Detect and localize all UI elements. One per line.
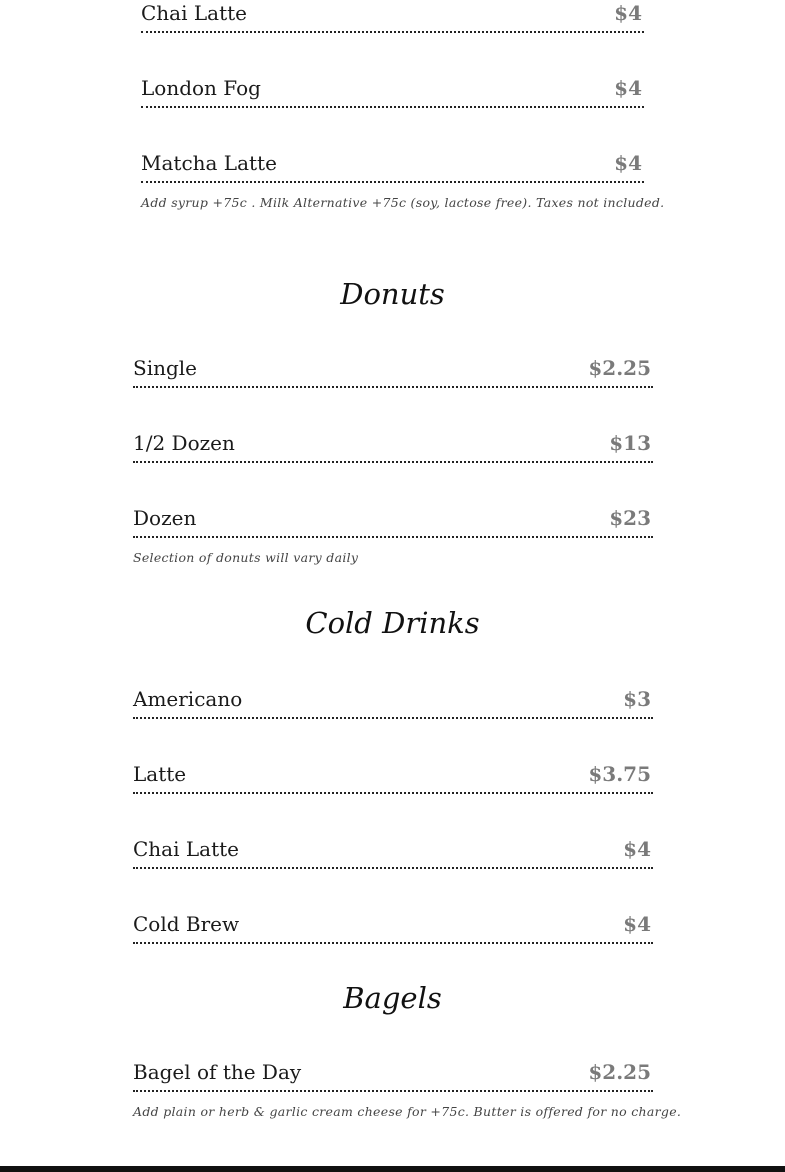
menu-item-name: Latte [133,762,187,786]
footer-divider [0,1166,785,1172]
menu-item-price: $23 [609,506,651,530]
menu-item-price: $2.25 [588,356,651,380]
menu-item-price: $4 [614,151,642,175]
menu-item-chai-latte [141,0,644,33]
menu-item-price: $3 [623,687,651,711]
menu-item-price: $13 [609,431,651,455]
bagels-note: Add plain or herb & garlic cream cheese for +75c. Butter is offered for no charge. [133,1104,682,1119]
menu-item-matcha-latte [141,147,644,183]
section-title-bagels: Bagels [343,981,442,1015]
donuts-note: Selection of donuts will vary daily [133,550,359,565]
menu-item-name: Cold Brew [133,912,240,936]
section-title-cold-drinks: Cold Drinks [305,606,480,640]
menu-item-name: 1/2 Dozen [133,431,235,455]
menu-item-name: Single [133,356,198,380]
menu-item-price: $4 [623,912,651,936]
menu-item-price: $2.25 [588,1060,651,1084]
menu-item-dozen [133,502,653,538]
menu-item-name: London Fog [141,76,261,100]
menu-item-name: Matcha Latte [141,151,277,175]
menu-item-cold-brew [133,908,653,944]
menu-item-price: $4 [614,76,642,100]
menu-item-americano [133,683,653,719]
menu-item-price: $4 [614,1,642,25]
menu-item-price: $3.75 [588,762,651,786]
menu-item-price: $4 [623,837,651,861]
hot-drinks-note: Add syrup +75c . Milk Alternative +75c (soy, lactose free). Taxes not included. [141,195,665,210]
menu-item-half-dozen [133,427,653,463]
menu-item-name: Americano [133,687,243,711]
menu-item-name: Chai Latte [141,1,247,25]
menu-item-name: Dozen [133,506,197,530]
section-title-donuts: Donuts [340,277,445,311]
menu-item-bagel-of-the-day [133,1056,653,1092]
menu-item-latte [133,758,653,794]
menu-item-name: Chai Latte [133,837,239,861]
menu-item-london-fog [141,72,644,108]
menu-item-single [133,352,653,388]
menu-item-chai-latte-cold [133,833,653,869]
menu-item-name: Bagel of the Day [133,1060,302,1084]
